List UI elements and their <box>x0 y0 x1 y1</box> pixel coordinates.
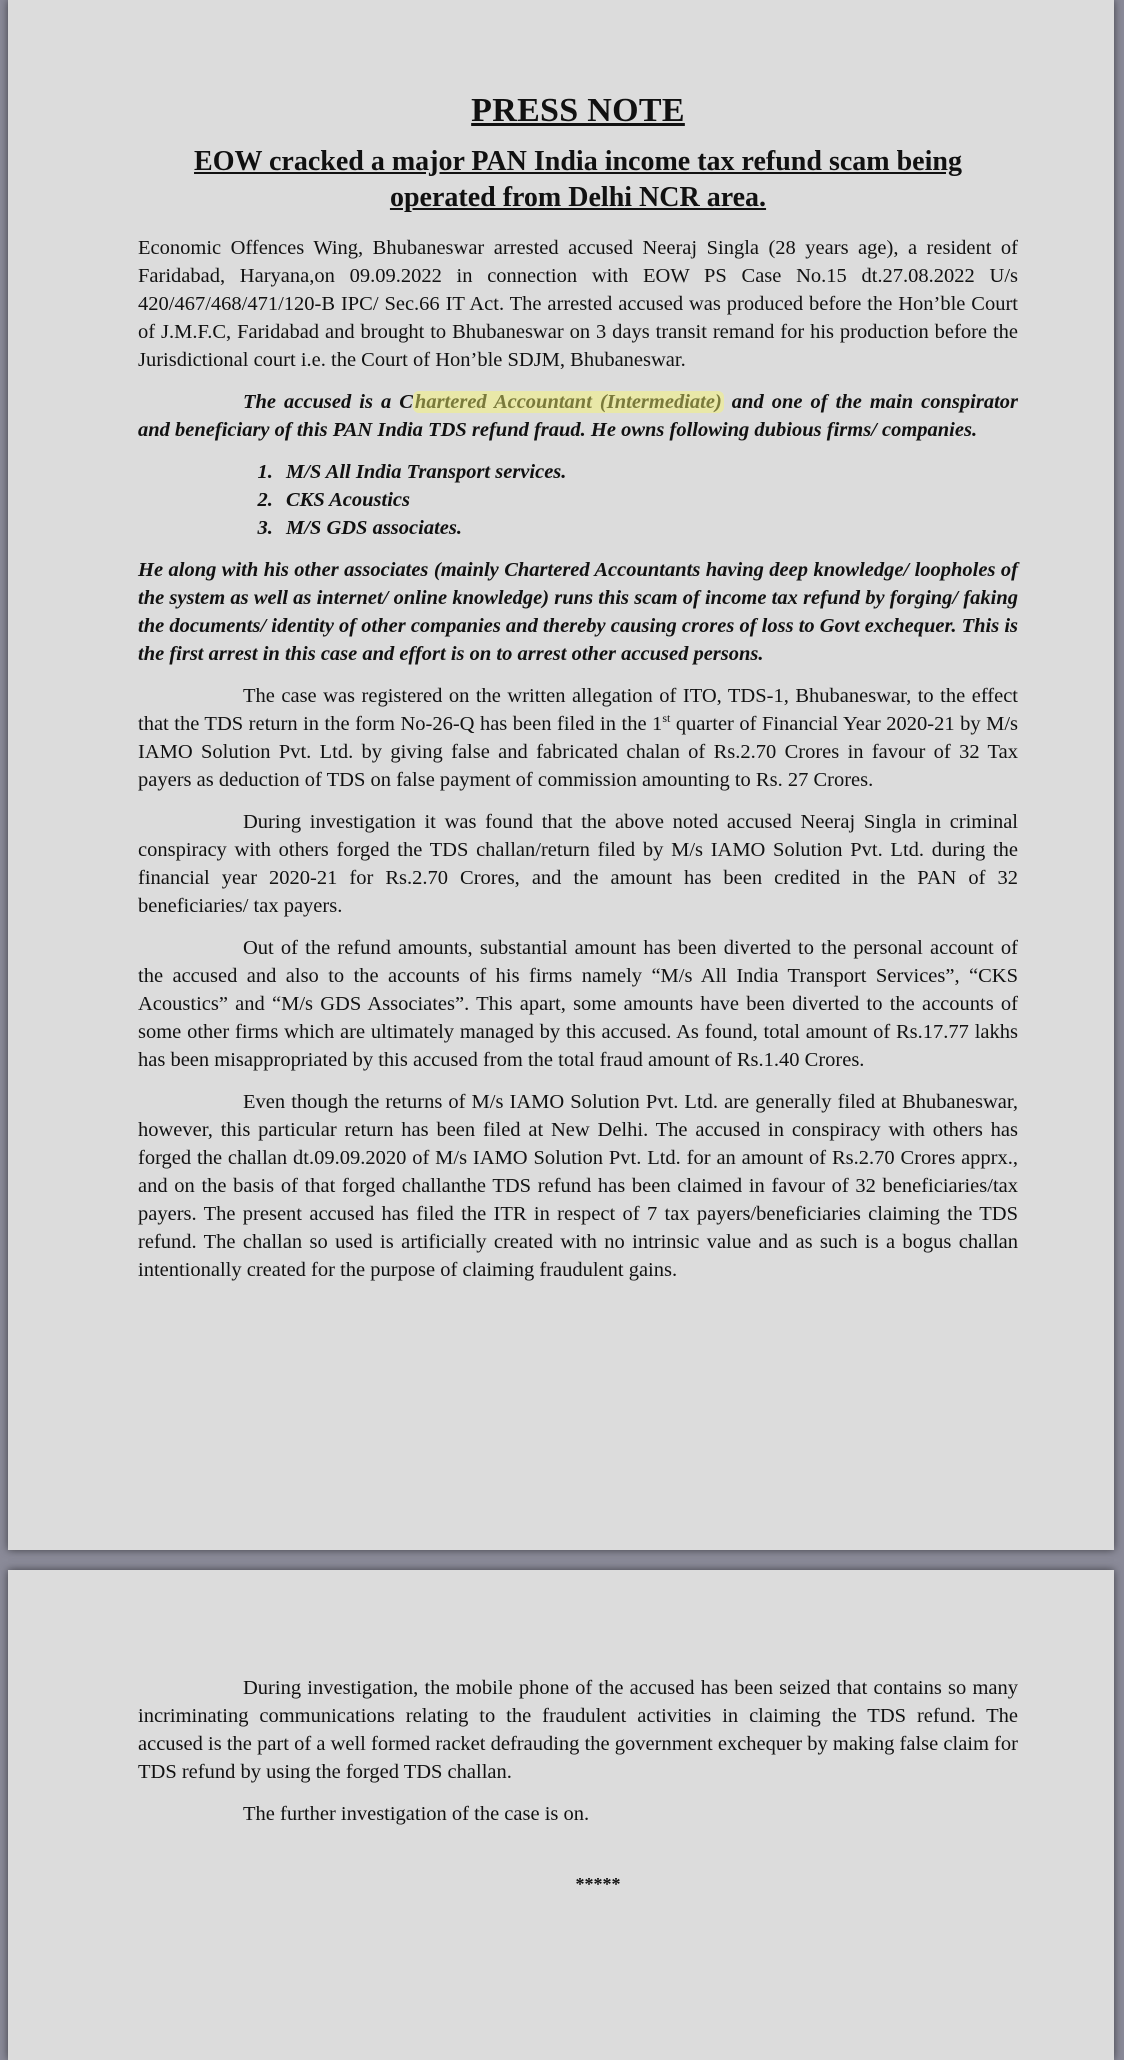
document-page-2 <box>8 1570 1114 2060</box>
registration-text-end: quarter of Financial Year 2020-21 by M/s IAMO Solution Pvt. Ltd. by giving false and fabricated chalan of Rs.2.70 Crores in favour of 32 Tax payers as deduction of TDS on false payment of commission amounting to Rs. 27 Crores. <box>138 713 1018 791</box>
paragraph-mobile-seized: During investigation, the mobile phone of the accused has been seized that contains so many incriminating communications relating to the fraudulent activities in claiming the TDS refund. The accused is the part of a well formed racket defrauding the government exchequer by making false claim for TDS refund by using the forged TDS challan. <box>138 1677 1018 1783</box>
paragraph-associates: He along with his other associates (mainly Chartered Accountants having deep knowledge/ loopholes of the system as well as internet/ online knowledge) runs this scam of income tax refund by forging/ faking the documents/ identity of other companies and thereby causing crores of loss to Govt exchequer. This is the first arrest in this case and effort is on to arrest other accused persons. <box>138 559 1018 665</box>
paragraph-further-investigation: The further investigation of the case is on. <box>243 1803 590 1825</box>
highlighted-text: hartered Accountant (Intermediate) <box>414 391 722 413</box>
list-item: 2. CKS Acoustics <box>278 486 1018 514</box>
paragraph-forged-challan: Even though the returns of M/s IAMO Solution Pvt. Ltd. are generally filed at Bhubaneswar, however, this particular return has been filed at New Delhi. The accused in conspiracy with others has forged the challan dt.09.09.2020 of M/s IAMO Solution Pvt. Ltd. for an amount of Rs.2.70 Crores apprx., and on the basis of that forged challanthe TDS refund has been claimed in favour of 32 beneficiaries/tax payers. The present accused has filed the ITR in respect of 7 tax payers/beneficiaries claiming the TDS refund. The challan so used is artificially created with no intrinsic value and as such is a bogus challan intentionally created for the purpose of claiming fraudulent gains. <box>138 1091 1018 1281</box>
list-item: 1. M/S All India Transport services. <box>278 458 1018 486</box>
firms-list <box>138 458 1018 542</box>
registration-text-start: The case was registered on the written allegation of ITO, TDS-1, Bhubaneswar, to the effect that the TDS return in the form No-26-Q has been filed in the 1 <box>138 685 1018 735</box>
headline: EOW cracked a major PAN India income tax refund scam being operated from Delhi NCR area. <box>194 146 962 213</box>
paragraph-accused-profile <box>138 388 1018 444</box>
page-1-content <box>138 92 1018 1284</box>
accused-text-start: The accused is a C <box>243 391 413 413</box>
paragraph-arrest: Economic Offences Wing, Bhubaneswar arrested accused Neeraj Singla (28 years age), a resident of Faridabad, Haryana,on 09.09.2022 in connection with EOW PS Case No.15 dt.27.08.2022 U/s 420/467/468/471/120-B IPC/ Sec.66 IT Act. The arrested accused was produced before the Hon’ble Court of J.M.F.C, Faridabad and brought to Bhubaneswar on 3 days transit remand for his production before the Jurisdictional court i.e. the Court of Hon’ble SDJM, Bhubaneswar. <box>138 237 1018 371</box>
end-mark: ***** <box>575 1874 621 1894</box>
document-page-1 <box>8 0 1114 1550</box>
press-note-title: PRESS NOTE <box>471 92 685 129</box>
ordinal-suffix: st <box>662 711 671 726</box>
paragraph-case-registration <box>138 682 1018 794</box>
paragraph-investigation-finding: During investigation it was found that the above noted accused Neeraj Singla in criminal conspiracy with others forged the TDS challan/return filed by M/s IAMO Solution Pvt. Ltd. during the financial year 2020-21 for Rs.2.70 Crores, and the amount has been credited in the PAN of 32 beneficiaries/ tax payers. <box>138 811 1018 917</box>
accused-text-end: and one of the main conspirator and beneficiary of this PAN India TDS refund fraud. He owns following dubious firms/ companies. <box>138 391 1019 441</box>
list-item: 3. M/S GDS associates. <box>278 514 1018 542</box>
paragraph-diverted-funds: Out of the refund amounts, substantial amount has been diverted to the personal account of the accused and also to the accounts of his firms namely “M/s All India Transport Services”, “CKS Acoustics” and “M/s GDS Associates”. This apart, some amounts have been diverted to the accounts of some other firms which are ultimately managed by this accused. As found, total amount of Rs.17.77 lakhs has been misappropriated by this accused from the total fraud amount of Rs.1.40 Crores. <box>138 937 1018 1071</box>
page-2-content <box>138 1674 1018 1895</box>
